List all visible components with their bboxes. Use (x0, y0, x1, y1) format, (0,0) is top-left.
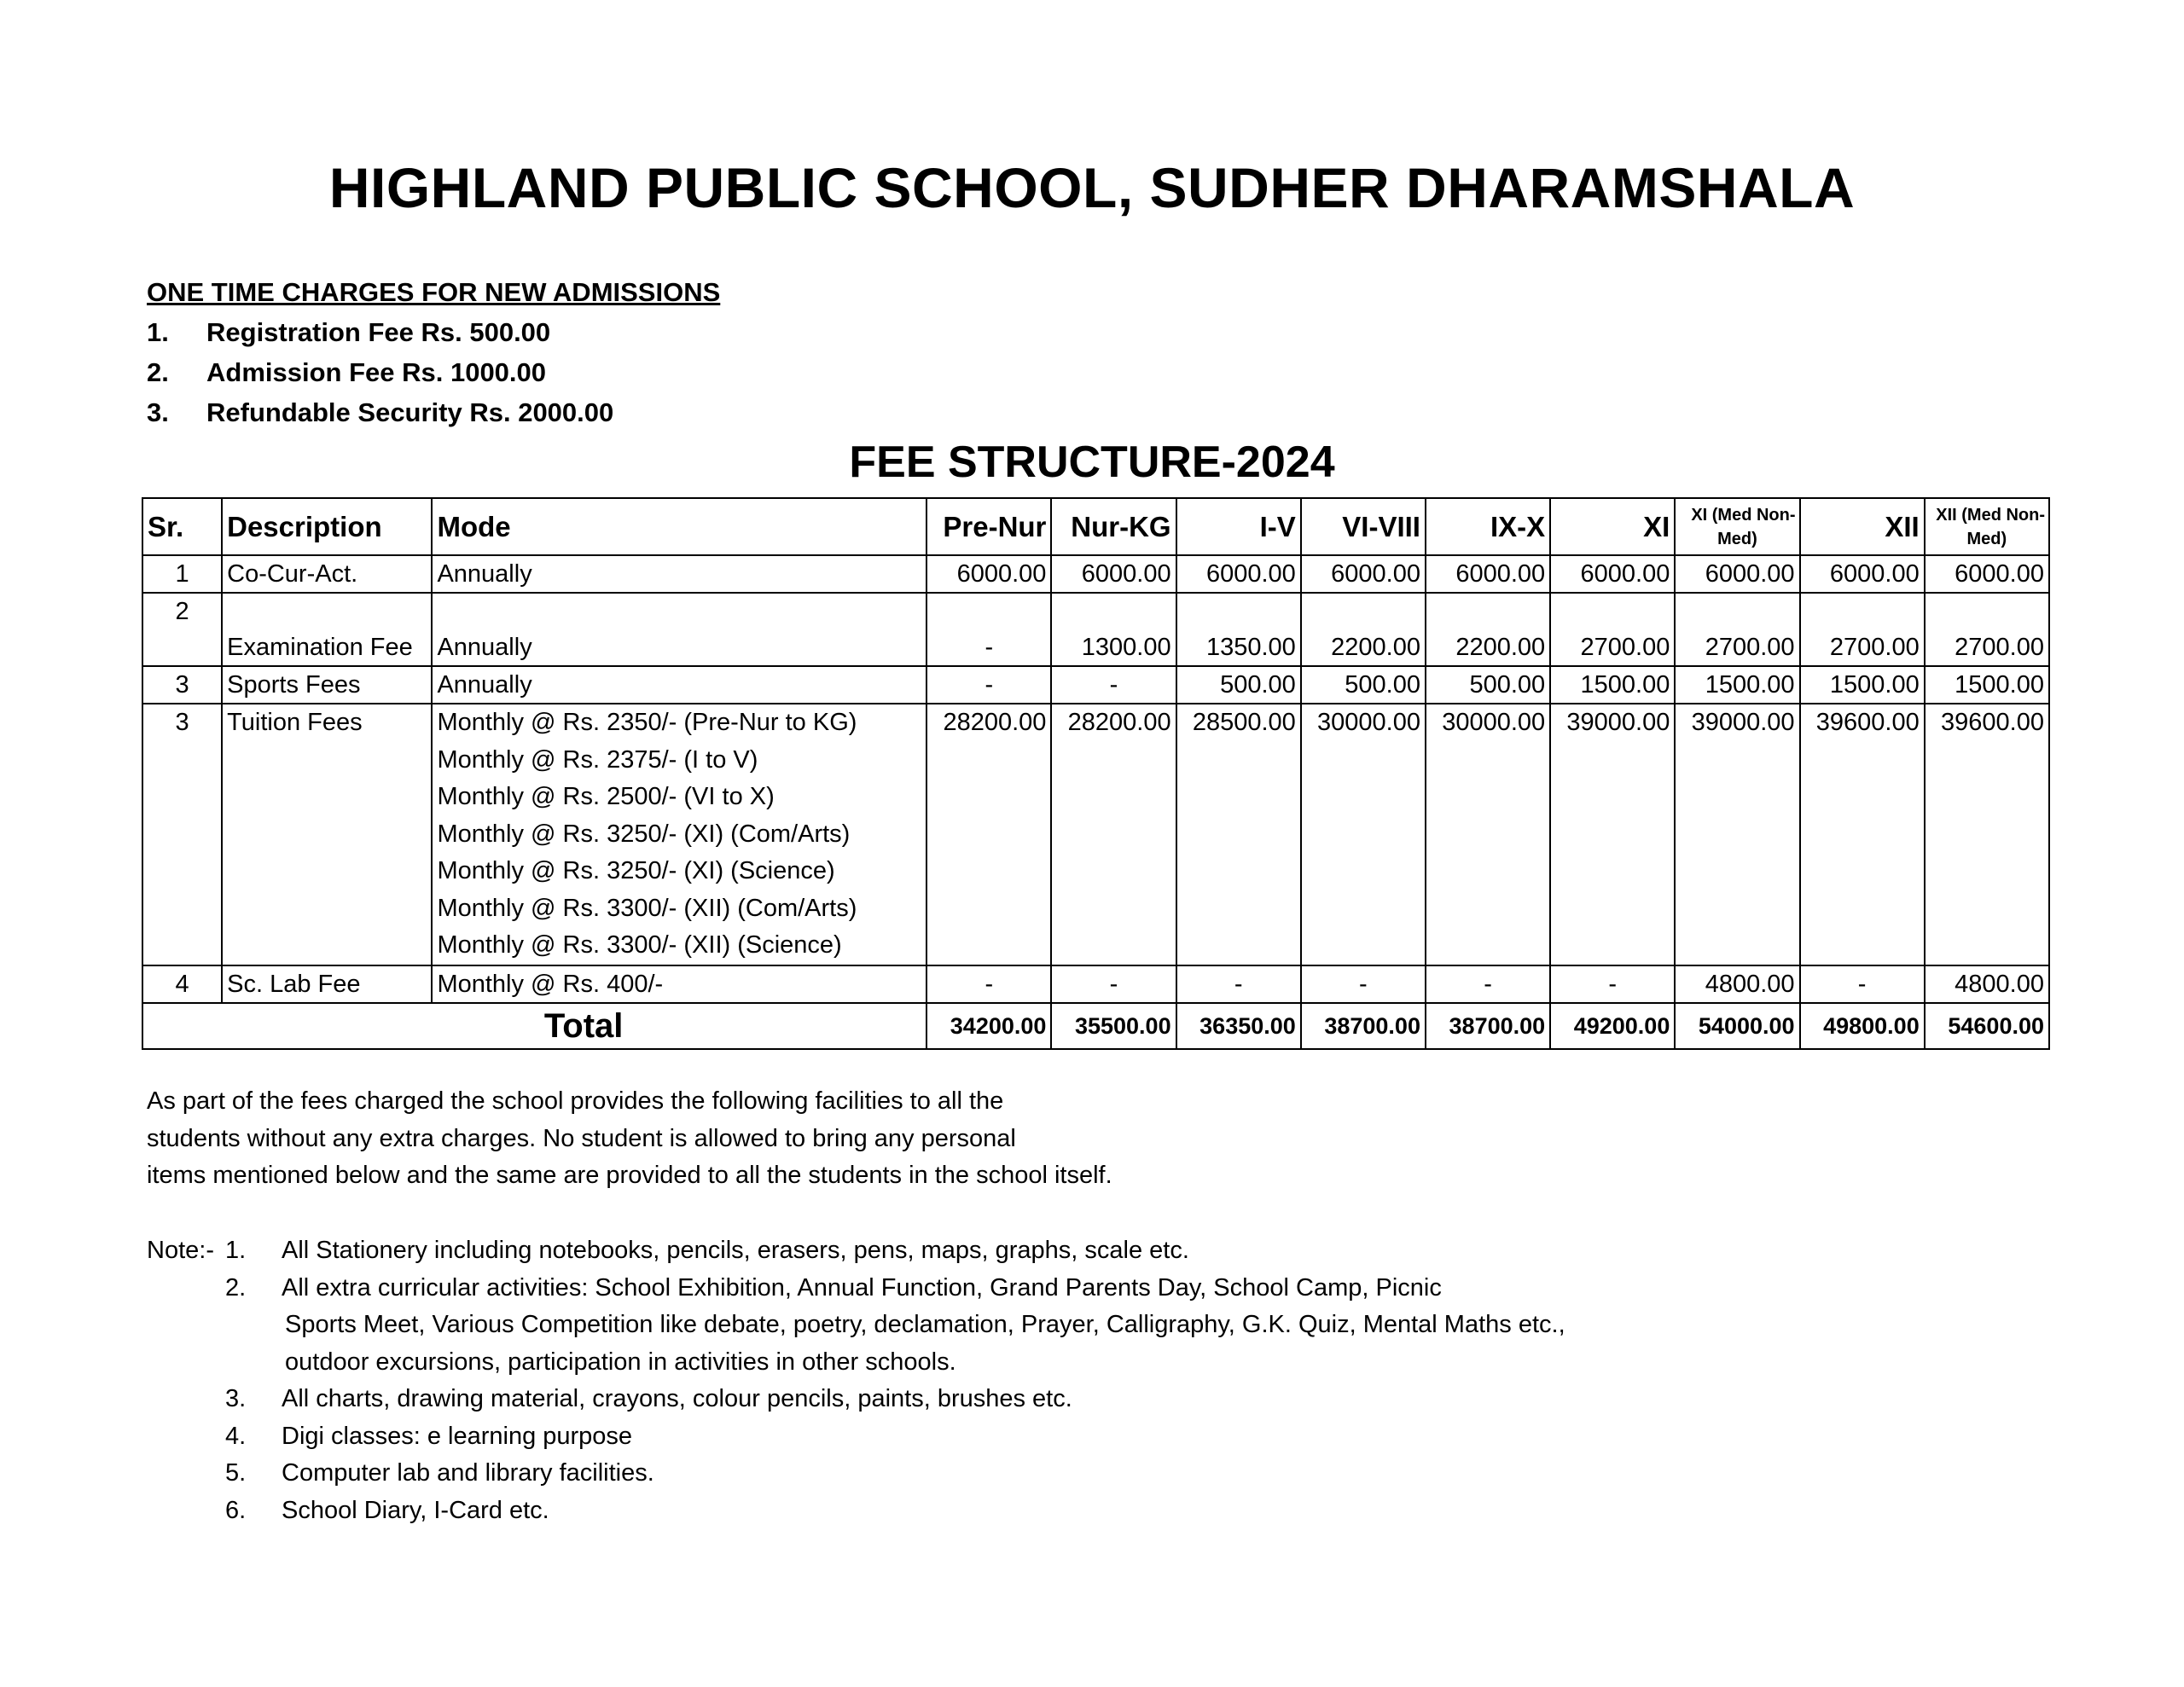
cell-value: 1500.00 (1675, 666, 1799, 704)
table-row (142, 666, 2049, 704)
cell-description: Examination Fee (222, 593, 432, 666)
header-text-line: Med) (1966, 529, 2007, 548)
list-item-number: 1. (147, 317, 169, 347)
list-item-text: Refundable Security Rs. 2000.00 (206, 397, 614, 427)
cell-value: 39000.00 (1550, 704, 1675, 965)
cell-sr: 3 (142, 666, 222, 704)
cell-value: 39000.00 (1675, 704, 1799, 965)
total-value: 54600.00 (1925, 1003, 2049, 1049)
column-header-xi-med-non-med (1675, 498, 1799, 555)
note-text: All charts, drawing material, crayons, colour pencils, paints, brushes etc. (282, 1385, 1072, 1412)
paragraph-line: items mentioned below and the same are provided to all the students in the school itself. (147, 1162, 1112, 1189)
column-header-mode: Mode (432, 498, 926, 555)
cell-value: - (1550, 965, 1675, 1003)
fee-table (142, 497, 2050, 1050)
note-text: Digi classes: e learning purpose (282, 1422, 633, 1450)
total-value: 38700.00 (1426, 1003, 1550, 1049)
cell-value: 4800.00 (1675, 965, 1799, 1003)
column-header-sr: Sr. (142, 498, 222, 555)
note-item (147, 1493, 1565, 1530)
cell-value: 28500.00 (1176, 704, 1301, 965)
cell-value: - (926, 965, 1051, 1003)
cell-value: 1300.00 (1051, 593, 1176, 666)
cell-value: - (1426, 965, 1550, 1003)
list-item-number: 3. (147, 397, 169, 427)
column-header-nur-kg: Nur-KG (1051, 498, 1176, 555)
cell-value: - (926, 666, 1051, 704)
total-value: 36350.00 (1176, 1003, 1301, 1049)
header-text-line: XI (Med Non- (1691, 505, 1796, 525)
school-title: HIGHLAND PUBLIC SCHOOL, SUDHER DHARAMSHALA (328, 156, 1856, 219)
mode-line: Monthly @ Rs. 3300/- (XII) (Science) (437, 931, 842, 959)
table-row (142, 704, 2049, 965)
cell-value: 6000.00 (1301, 555, 1426, 593)
note-text: Computer lab and library facilities. (282, 1459, 654, 1487)
cell-value: 1350.00 (1176, 593, 1301, 666)
cell-value: 39600.00 (1800, 704, 1925, 965)
column-header-xi: XI (1550, 498, 1675, 555)
list-item (147, 392, 720, 432)
cell-value: 2700.00 (1800, 593, 1925, 666)
cell-value: 500.00 (1426, 666, 1550, 704)
note-number: 4. (225, 1422, 247, 1450)
cell-value: 6000.00 (1426, 555, 1550, 593)
list-item-text: Registration Fee Rs. 500.00 (206, 317, 551, 347)
column-header-xii-med-non-med (1925, 498, 2049, 555)
note-item (147, 1455, 1565, 1493)
note-text: All extra curricular activities: School Exhibition, Annual Function, Grand Parents Day, School Camp, Picnic (282, 1273, 1442, 1301)
cell-value: 6000.00 (1550, 555, 1675, 593)
table-header-row (142, 498, 2049, 555)
note-number: 6. (225, 1496, 247, 1524)
note-continuation: Sports Meet, Various Competition like debate, poetry, declamation, Prayer, Calligraphy, G.K. Quiz, Mental Maths etc., (285, 1311, 1565, 1338)
note-item (147, 1270, 1565, 1307)
mode-line: Monthly @ Rs. 2350/- (Pre-Nur to KG) (437, 709, 857, 736)
cell-value: 6000.00 (1675, 555, 1799, 593)
column-header-xii: XII (1800, 498, 1925, 555)
cell-value: 6000.00 (1800, 555, 1925, 593)
cell-value: - (926, 593, 1051, 666)
mode-line: Monthly @ Rs. 2375/- (I to V) (437, 745, 758, 774)
facilities-paragraph (147, 1083, 1112, 1195)
note-number: 2. (225, 1273, 247, 1301)
cell-value: 2700.00 (1925, 593, 2049, 666)
mode-line: Monthly @ Rs. 3300/- (XII) (Com/Arts) (437, 894, 857, 922)
mode-line: Monthly @ Rs. 3250/- (XI) (Com/Arts) (437, 820, 851, 848)
cell-value: - (1051, 666, 1176, 704)
fee-structure-title: FEE STRUCTURE-2024 (849, 438, 1335, 487)
cell-value: 39600.00 (1925, 704, 2049, 965)
cell-value: - (1176, 965, 1301, 1003)
cell-value: 1500.00 (1550, 666, 1675, 704)
cell-sr: 4 (142, 965, 222, 1003)
paragraph-line: students without any extra charges. No student is allowed to bring any personal (147, 1124, 1016, 1152)
cell-value: 1500.00 (1925, 666, 2049, 704)
total-value: 49200.00 (1550, 1003, 1675, 1049)
cell-value: 2700.00 (1550, 593, 1675, 666)
total-value: 34200.00 (926, 1003, 1051, 1049)
cell-value: 2200.00 (1301, 593, 1426, 666)
header-text-line: XII (Med Non- (1936, 505, 2045, 525)
cell-value: 1500.00 (1800, 666, 1925, 704)
note-item (147, 1232, 1565, 1270)
note-text: All Stationery including notebooks, pencils, erasers, pens, maps, graphs, scale etc. (282, 1237, 1189, 1264)
header-text-line: Med) (1717, 529, 1757, 548)
cell-value: 6000.00 (1176, 555, 1301, 593)
total-value: 54000.00 (1675, 1003, 1799, 1049)
note-text: School Diary, I-Card etc. (282, 1496, 549, 1524)
list-item-number: 2. (147, 357, 169, 387)
column-header-i-v: I-V (1176, 498, 1301, 555)
column-header-description: Description (222, 498, 432, 555)
one-time-charges-section (147, 273, 720, 432)
cell-value: - (1800, 965, 1925, 1003)
cell-value: 4800.00 (1925, 965, 2049, 1003)
table-row (142, 965, 2049, 1003)
cell-value: 2700.00 (1675, 593, 1799, 666)
cell-description: Sc. Lab Fee (222, 965, 432, 1003)
note-prefix: Note:- (147, 1237, 214, 1264)
list-item (147, 312, 720, 352)
mode-line: Monthly @ Rs. 2500/- (VI to X) (437, 783, 775, 810)
cell-description: Tuition Fees (222, 704, 432, 965)
note-continuation: outdoor excursions, participation in activities in other schools. (285, 1348, 956, 1376)
note-number: 5. (225, 1459, 247, 1487)
cell-sr: 3 (142, 704, 222, 965)
list-item (147, 352, 720, 392)
cell-value: 6000.00 (1051, 555, 1176, 593)
table-total-row (142, 1003, 2049, 1049)
cell-value: 2200.00 (1426, 593, 1550, 666)
note-number: 1. (225, 1237, 247, 1264)
total-value: 35500.00 (1051, 1003, 1176, 1049)
cell-mode (432, 704, 926, 965)
cell-value: 6000.00 (926, 555, 1051, 593)
note-item (147, 1418, 1565, 1456)
cell-value: 500.00 (1301, 666, 1426, 704)
cell-sr: 2 (142, 593, 222, 666)
total-value: 49800.00 (1800, 1003, 1925, 1049)
cell-sr: 1 (142, 555, 222, 593)
one-time-charges-list (147, 312, 720, 432)
total-label: Total (142, 1003, 926, 1049)
note-number: 3. (225, 1385, 247, 1412)
column-header-vi-viii: VI-VIII (1301, 498, 1426, 555)
note-item (147, 1381, 1565, 1418)
one-time-charges-heading: ONE TIME CHARGES FOR NEW ADMISSIONS (147, 277, 721, 307)
cell-value: 30000.00 (1426, 704, 1550, 965)
list-item-text: Admission Fee Rs. 1000.00 (206, 357, 547, 387)
table-row (142, 593, 2049, 666)
cell-description: Co-Cur-Act. (222, 555, 432, 593)
cell-value: 28200.00 (926, 704, 1051, 965)
cell-value: - (1301, 965, 1426, 1003)
column-header-pre-nur: Pre-Nur (926, 498, 1051, 555)
cell-mode: Annually (432, 593, 926, 666)
cell-value: - (1051, 965, 1176, 1003)
cell-value: 6000.00 (1925, 555, 2049, 593)
cell-mode: Annually (432, 666, 926, 704)
cell-value: 500.00 (1176, 666, 1301, 704)
cell-value: 30000.00 (1301, 704, 1426, 965)
cell-mode: Monthly @ Rs. 400/- (432, 965, 926, 1003)
notes-section (147, 1232, 1565, 1529)
table-row (142, 555, 2049, 593)
column-header-ix-x: IX-X (1426, 498, 1550, 555)
total-value: 38700.00 (1301, 1003, 1426, 1049)
paragraph-line: As part of the fees charged the school provides the following facilities to all the (147, 1087, 1004, 1115)
cell-mode: Annually (432, 555, 926, 593)
mode-line: Monthly @ Rs. 3250/- (XI) (Science) (437, 857, 835, 884)
cell-value: 28200.00 (1051, 704, 1176, 965)
cell-description: Sports Fees (222, 666, 432, 704)
